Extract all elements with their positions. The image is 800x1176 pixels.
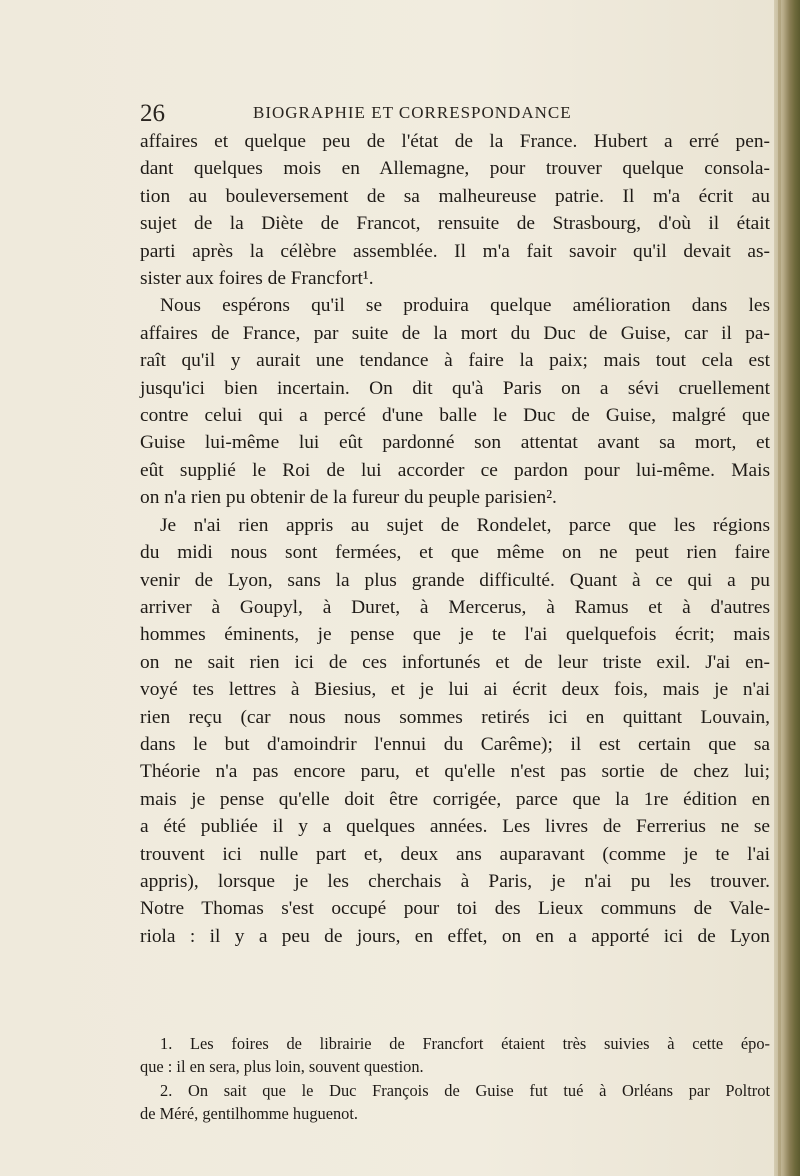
page-number: 26	[140, 100, 165, 127]
body-line: affaires et quelque peu de l'état de la France. Hubert a erré pen-	[140, 131, 770, 152]
body-line: venir de Lyon, sans la plus grande difficulté. Quant à ce qui a pu	[140, 569, 770, 591]
body-line: appris), lorsque je les cherchais à Paris, je n'ai pu les trouver.	[140, 870, 770, 892]
running-head: BIOGRAPHIE ET CORRESPONDANCE	[253, 103, 572, 122]
body-line: mais je pense qu'elle doit être corrigée, parce que la 1re édition en	[140, 788, 770, 810]
body-line: arriver à Goupyl, à Duret, à Mercerus, à Ramus et à d'autres	[140, 596, 770, 618]
body-line: affaires de France, par suite de la mort du Duc de Guise, car il pa-	[140, 322, 770, 344]
body-line: du midi nous sont fermées, et que même on ne peut rien faire	[140, 542, 770, 564]
footnote-line: 2. On sait que le Duc François de Guise fut tué à Orléans par Poltrot	[160, 1080, 770, 1100]
footnote-line: que : il en sera, plus loin, souvent question.	[140, 1057, 424, 1077]
body-line: riola : il y a peu de jours, en effet, on en a apporté ici de Lyon	[140, 925, 770, 947]
body-line: on ne sait rien ici de ces infortunés et de leur triste exil. J'ai en-	[140, 651, 770, 673]
body-line: dant quelques mois en Allemagne, pour trouver quelque consola-	[140, 158, 770, 180]
body-line: hommes éminents, je pense que je te l'ai quelquefois écrit; mais	[140, 624, 770, 646]
body-line: voyé tes lettres à Biesius, et je lui ai écrit deux fois, mais je n'ai	[140, 679, 770, 701]
body-line: Notre Thomas s'est occupé pour toi des Lieux communs de Vale-	[140, 898, 770, 920]
body-line: Nous espérons qu'il se produira quelque amélioration dans les	[160, 295, 770, 317]
body-line: tion au bouleversement de sa malheureuse patrie. Il m'a écrit au	[140, 185, 770, 207]
body-line: sujet de la Diète de Francot, rensuite de Strasbourg, d'où il était	[140, 213, 770, 235]
body-text	[140, 128, 770, 950]
body-line: eût supplié le Roi de lui accorder ce pardon pour lui-même. Mais	[140, 459, 770, 481]
body-line: trouvent ici nulle part et, deux ans auparavant (comme je te l'ai	[140, 843, 770, 865]
page-edge	[774, 0, 800, 1176]
body-line: contre celui qui a percé d'une balle le Duc de Guise, malgré que	[140, 405, 770, 427]
footnote-line: 1. Les foires de librairie de Francfort étaient très suivies à cette épo-	[160, 1034, 770, 1053]
body-line: a été publiée il y a quelques années. Les livres de Ferrerius ne se	[140, 816, 770, 838]
footnote-line: de Méré, gentilhomme huguenot.	[140, 1104, 359, 1124]
body-line: on n'a rien pu obtenir de la fureur du peuple parisien².	[140, 487, 557, 509]
footnotes	[140, 1032, 770, 1126]
body-line: Guise lui-même lui eût pardonné son attentat avant sa mort, et	[140, 432, 770, 454]
body-line: sister aux foires de Francfort¹.	[140, 268, 374, 290]
body-line: Je n'ai rien appris au sujet de Rondelet, parce que les régions	[160, 514, 770, 536]
body-line: rien reçu (car nous nous sommes retirés ici en quittant Louvain,	[140, 706, 770, 728]
body-line: Théorie n'a pas encore paru, et qu'elle n'est pas sortie de chez lui;	[140, 761, 770, 783]
body-line: raît qu'il y aurait une tendance à faire la paix; mais tout cela est	[140, 350, 770, 372]
body-line: jusqu'ici bien incertain. On dit qu'à Paris on a sévi cruellement	[140, 377, 770, 399]
body-line: dans le but d'amoindrir l'ennui du Carême); il est certain que sa	[140, 733, 770, 755]
body-line: parti après la célèbre assemblée. Il m'a fait savoir qu'il devait as-	[140, 240, 770, 262]
